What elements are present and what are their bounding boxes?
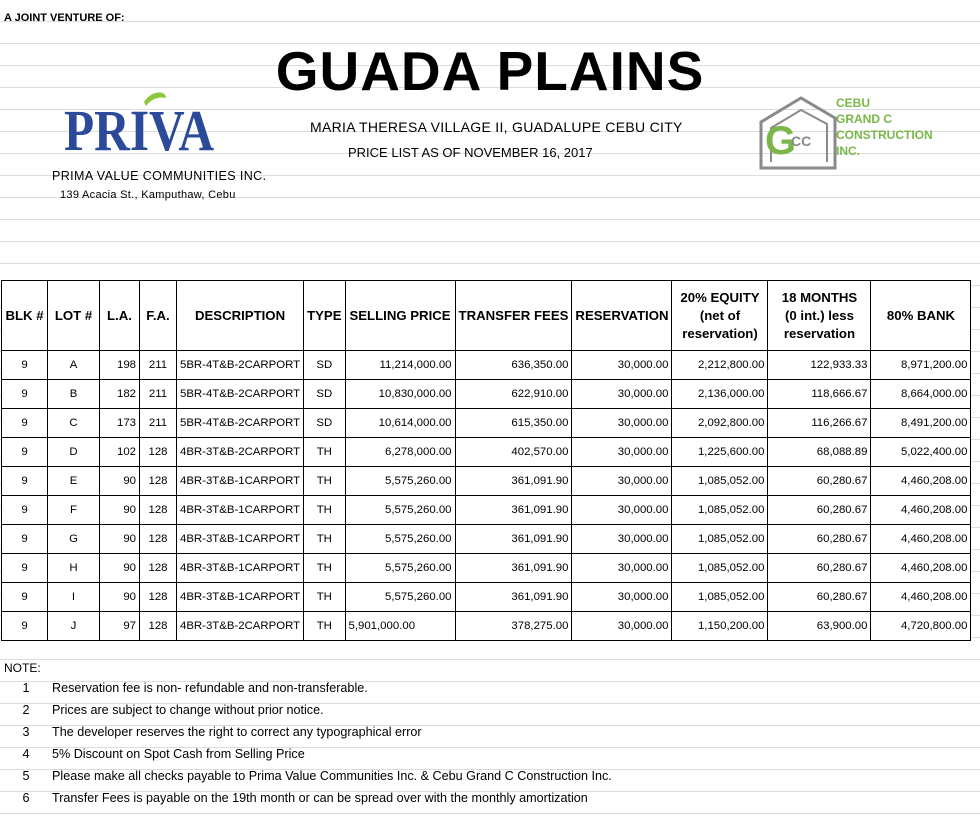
table-cell: 5,575,260.00 <box>345 496 455 525</box>
table-cell: 5BR-4T&B-2CARPORT <box>177 409 304 438</box>
table-cell: 1,085,052.00 <box>672 467 768 496</box>
column-header-line: (0 int.) less <box>785 307 854 323</box>
table-cell: 5,575,260.00 <box>345 467 455 496</box>
table-cell: TH <box>304 583 345 612</box>
priva-company-address: 139 Acacia St., Kamputhaw, Cebu <box>60 189 236 201</box>
gcc-name-line: CEBU <box>836 96 871 110</box>
column-header-line: 80% BANK <box>886 307 956 323</box>
column-header <box>871 281 971 351</box>
table-cell: A <box>48 351 100 380</box>
table-cell: 361,091.90 <box>455 467 572 496</box>
location-subtitle: MARIA THERESA VILLAGE II, GUADALUPE CEBU CITY <box>310 119 683 135</box>
table-cell: 8,491,200.00 <box>871 409 971 438</box>
table-cell: 9 <box>2 409 48 438</box>
table-cell: 30,000.00 <box>572 612 672 641</box>
table-cell: 173 <box>100 409 140 438</box>
table-cell: G <box>48 525 100 554</box>
column-header-line: RESERVATION <box>575 307 669 323</box>
table-cell: 68,088.89 <box>768 438 871 467</box>
table-cell: 5,901,000.00 <box>345 612 455 641</box>
table-cell: 5,575,260.00 <box>345 525 455 554</box>
table-cell: 2,212,800.00 <box>672 351 768 380</box>
column-header-line: (net of <box>699 307 741 323</box>
note-text: Transfer Fees is payable on the 19th month or can be spread over with the monthly amortization <box>52 791 588 805</box>
note-text: Reservation fee is non- refundable and non-transferable. <box>52 681 368 695</box>
table-cell: 122,933.33 <box>768 351 871 380</box>
table-row <box>2 438 971 467</box>
table-cell: TH <box>304 612 345 641</box>
table-cell: 361,091.90 <box>455 496 572 525</box>
note-number: 6 <box>22 791 30 805</box>
table-cell: 2,092,800.00 <box>672 409 768 438</box>
table-cell: 30,000.00 <box>572 525 672 554</box>
table-cell: 30,000.00 <box>572 467 672 496</box>
table-cell: 4,720,800.00 <box>871 612 971 641</box>
table-cell: 97 <box>100 612 140 641</box>
table-cell: 402,570.00 <box>455 438 572 467</box>
table-cell: 361,091.90 <box>455 554 572 583</box>
column-header <box>140 281 177 351</box>
table-cell: 211 <box>140 380 177 409</box>
column-header <box>572 281 672 351</box>
table-cell: 8,664,000.00 <box>871 380 971 409</box>
table-row <box>2 467 971 496</box>
table-cell: 60,280.67 <box>768 467 871 496</box>
gcc-logo <box>757 92 837 170</box>
table-cell: E <box>48 467 100 496</box>
table-cell: 4,460,208.00 <box>871 583 971 612</box>
column-header <box>768 281 871 351</box>
column-header-line: TYPE <box>307 307 342 323</box>
table-cell: 128 <box>140 583 177 612</box>
table-cell: SD <box>304 409 345 438</box>
table-cell: 211 <box>140 409 177 438</box>
gcc-name-line: INC. <box>836 144 860 158</box>
table-cell: J <box>48 612 100 641</box>
table-cell: 9 <box>2 583 48 612</box>
column-header-line: SELLING PRICE <box>349 307 451 323</box>
table-cell: 2,136,000.00 <box>672 380 768 409</box>
table-cell: 90 <box>100 496 140 525</box>
table-cell: 9 <box>2 525 48 554</box>
table-cell: SD <box>304 351 345 380</box>
table-cell: 90 <box>100 583 140 612</box>
table-cell: 30,000.00 <box>572 438 672 467</box>
table-cell: 9 <box>2 438 48 467</box>
table-cell: 118,666.67 <box>768 380 871 409</box>
table-cell: 60,280.67 <box>768 554 871 583</box>
note-number: 2 <box>22 703 30 717</box>
priva-logo <box>62 92 222 163</box>
table-cell: 5,575,260.00 <box>345 583 455 612</box>
table-cell: D <box>48 438 100 467</box>
page-title <box>0 40 980 102</box>
table-cell: 4BR-3T&B-2CARPORT <box>177 438 304 467</box>
table-cell: H <box>48 554 100 583</box>
title-text: GUADA PLAINS <box>275 40 705 102</box>
table-cell: 9 <box>2 554 48 583</box>
column-header <box>100 281 140 351</box>
table-body <box>2 351 971 641</box>
note-number: 3 <box>22 725 30 739</box>
table-header-row <box>2 281 971 351</box>
table-cell: 1,085,052.00 <box>672 554 768 583</box>
table-cell: TH <box>304 467 345 496</box>
table-cell: 6,278,000.00 <box>345 438 455 467</box>
table-cell: 5,575,260.00 <box>345 554 455 583</box>
column-header-line: TRANSFER FEES <box>458 307 569 323</box>
table-cell: 5BR-4T&B-2CARPORT <box>177 351 304 380</box>
table-cell: 30,000.00 <box>572 351 672 380</box>
table-cell: TH <box>304 525 345 554</box>
column-header-line: LOT # <box>54 307 93 323</box>
table-cell: 5,022,400.00 <box>871 438 971 467</box>
table-cell: 9 <box>2 496 48 525</box>
column-header <box>455 281 572 351</box>
note-text: Prices are subject to change without prior notice. <box>52 703 324 717</box>
table-cell: 30,000.00 <box>572 583 672 612</box>
note-text: 5% Discount on Spot Cash from Selling Price <box>52 747 305 761</box>
column-header <box>177 281 304 351</box>
table-cell: 4BR-3T&B-1CARPORT <box>177 554 304 583</box>
column-header-line: 20% EQUITY <box>680 289 760 305</box>
table-cell: C <box>48 409 100 438</box>
table-row <box>2 583 971 612</box>
note-text: The developer reserves the right to correct any typographical error <box>52 725 422 739</box>
table-row <box>2 409 971 438</box>
table-cell: TH <box>304 554 345 583</box>
gcc-logo-text: G <box>765 119 797 163</box>
table-cell: 60,280.67 <box>768 525 871 554</box>
column-header-line: 18 MONTHS <box>781 289 858 305</box>
table-cell: 1,225,600.00 <box>672 438 768 467</box>
table-cell: 361,091.90 <box>455 525 572 554</box>
note-number: 4 <box>22 747 30 761</box>
table-row <box>2 612 971 641</box>
table-cell: 4BR-3T&B-2CARPORT <box>177 612 304 641</box>
table-cell: 4BR-3T&B-1CARPORT <box>177 583 304 612</box>
table-row <box>2 380 971 409</box>
table-cell: 116,266.67 <box>768 409 871 438</box>
table-cell: 128 <box>140 438 177 467</box>
table-cell: 4BR-3T&B-1CARPORT <box>177 467 304 496</box>
table-row <box>2 525 971 554</box>
table-cell: SD <box>304 380 345 409</box>
table-cell: TH <box>304 496 345 525</box>
note-label: NOTE: <box>4 661 41 675</box>
column-header <box>48 281 100 351</box>
table-cell: 4BR-3T&B-1CARPORT <box>177 496 304 525</box>
table-cell: 8,971,200.00 <box>871 351 971 380</box>
column-header <box>304 281 345 351</box>
svg-text:CC: CC <box>791 133 812 149</box>
table-cell: 30,000.00 <box>572 380 672 409</box>
column-header-line: L.A. <box>107 307 132 323</box>
table-cell: 211 <box>140 351 177 380</box>
column-header-line: reservation <box>783 325 856 341</box>
note-text: Please make all checks payable to Prima Value Communities Inc. & Cebu Grand C Construction Inc. <box>52 769 612 783</box>
table-cell: 615,350.00 <box>455 409 572 438</box>
table-row <box>2 554 971 583</box>
table-cell: 5BR-4T&B-2CARPORT <box>177 380 304 409</box>
table-row <box>2 351 971 380</box>
table-cell: 102 <box>100 438 140 467</box>
gcc-name-line: CONSTRUCTION <box>836 128 933 142</box>
table-cell: 9 <box>2 351 48 380</box>
column-header-line: F.A. <box>146 307 170 323</box>
table-cell: 30,000.00 <box>572 554 672 583</box>
table-cell: 4,460,208.00 <box>871 467 971 496</box>
table-cell: 60,280.67 <box>768 496 871 525</box>
table-cell: 378,275.00 <box>455 612 572 641</box>
column-header <box>672 281 768 351</box>
table-cell: 4,460,208.00 <box>871 554 971 583</box>
column-header <box>2 281 48 351</box>
column-header-line: reservation) <box>682 325 758 341</box>
table-cell: 1,150,200.00 <box>672 612 768 641</box>
price-list-date: PRICE LIST AS OF NOVEMBER 16, 2017 <box>348 145 593 160</box>
table-cell: 30,000.00 <box>572 496 672 525</box>
table-cell: 9 <box>2 380 48 409</box>
table-cell: 361,091.90 <box>455 583 572 612</box>
table-cell: 9 <box>2 467 48 496</box>
table-cell: 4BR-3T&B-1CARPORT <box>177 525 304 554</box>
column-header <box>345 281 455 351</box>
table-cell: 182 <box>100 380 140 409</box>
joint-venture-label: A JOINT VENTURE OF: <box>4 12 125 24</box>
table-cell: 636,350.00 <box>455 351 572 380</box>
table-cell: 9 <box>2 612 48 641</box>
note-number: 1 <box>22 681 30 695</box>
table-cell: 128 <box>140 525 177 554</box>
table-cell: 90 <box>100 525 140 554</box>
gcc-company-name <box>836 95 933 159</box>
table-cell: 198 <box>100 351 140 380</box>
table-cell: 128 <box>140 496 177 525</box>
table-cell: 128 <box>140 554 177 583</box>
table-cell: 11,214,000.00 <box>345 351 455 380</box>
table-cell: B <box>48 380 100 409</box>
table-cell: 4,460,208.00 <box>871 496 971 525</box>
gcc-name-line: GRAND C <box>836 112 892 126</box>
table-cell: 10,830,000.00 <box>345 380 455 409</box>
table-cell: I <box>48 583 100 612</box>
column-header-line: DESCRIPTION <box>194 307 286 323</box>
priva-company-name: PRIMA VALUE COMMUNITIES INC. <box>52 169 267 183</box>
table-cell: F <box>48 496 100 525</box>
priva-logo-text: PRIVA <box>64 98 215 163</box>
table-cell: 10,614,000.00 <box>345 409 455 438</box>
table-cell: 128 <box>140 467 177 496</box>
table-cell: 128 <box>140 612 177 641</box>
table-cell: 90 <box>100 554 140 583</box>
table-cell: 30,000.00 <box>572 409 672 438</box>
price-table <box>1 280 971 641</box>
table-cell: 1,085,052.00 <box>672 583 768 612</box>
note-number: 5 <box>22 769 30 783</box>
table-cell: 90 <box>100 467 140 496</box>
table-cell: 4,460,208.00 <box>871 525 971 554</box>
table-cell: 60,280.67 <box>768 583 871 612</box>
table-cell: 1,085,052.00 <box>672 525 768 554</box>
table-cell: 1,085,052.00 <box>672 496 768 525</box>
table-cell: 63,900.00 <box>768 612 871 641</box>
table-cell: TH <box>304 438 345 467</box>
table-cell: 622,910.00 <box>455 380 572 409</box>
column-header-line: BLK # <box>5 307 44 323</box>
table-row <box>2 496 971 525</box>
